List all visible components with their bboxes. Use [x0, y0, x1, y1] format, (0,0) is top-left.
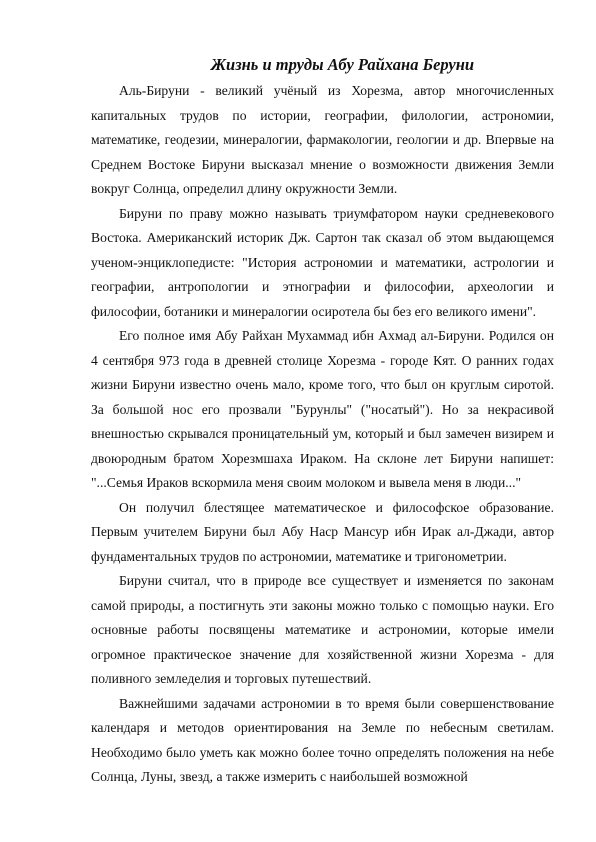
paragraph: Он получил блестящее математическое и философское образование. Первым учителем Бируни был Абу Наср Мансур ибн Ирак ал-Джади, автор фундаментальных трудов по астрономии, математике и тригонометрии.: [91, 499, 554, 564]
paragraph: Бируни по праву можно называть триумфатором науки средневекового Востока. Американский историк Дж. Сартон так сказал об этом выдающемся ученом-энциклопедисте: "История астрономии и математики, астрологии и географии, антропологии и этнографии и философии, археологии и философии, ботаники и минералогии осиротела бы без его великого имени".: [91, 205, 554, 319]
document-title: Жизнь и труды Абу Райхана Беруни: [210, 55, 475, 74]
paragraph: Его полное имя Абу Райхан Мухаммад ибн Ахмад ал-Бируни. Родился он 4 сентября 973 года в древней столице Хорезма - городе Кят. О ранних годах жизни Бируни известно очень мало, кроме того, что был он круглым сиротой. За большой нос его прозвали "Бурунлы" ("носатый"). Но за некрасивой внешностью скрывался проницательный ум, который и был замечен визирем и двоюродным братом Хорезмшаха Ираком. На склоне лет Бируни напишет: "...Семья Ираков вскормила меня своим молоком и вывела меня в люди...": [91, 328, 554, 490]
paragraph: Важнейшими задачами астрономии в то время были совершенствование календаря и методов ориентирования на Земле по небесным светилам. Необходимо было уметь как можно более точно определять положения на небе Солнца, Луны, звезд, а также измерить с наибольшей возможной: [91, 695, 554, 784]
paragraph: Аль-Бируни - великий учёный из Хорезма, автор многочисленных капитальных трудов по истории, географии, филологии, астрономии, математике, геодезии, минералогии, фармакологии, геологии и др. Впервые на Среднем Востоке Бируни высказал мнение о возможности движения Земли вокруг Солнца, определил длину окружности Земли.: [91, 83, 554, 196]
paragraph: Бируни считал, что в природе все существует и изменяется по законам самой природы, а постигнуть эти законы можно только с помощью науки. Его основные работы посвящены математике и астрономии, которые имели огромное практическое значение для хозяйственной жизни Хорезма - для поливного земледелия и торговых путешествий.: [91, 573, 554, 686]
document-page: [91, 54, 554, 790]
